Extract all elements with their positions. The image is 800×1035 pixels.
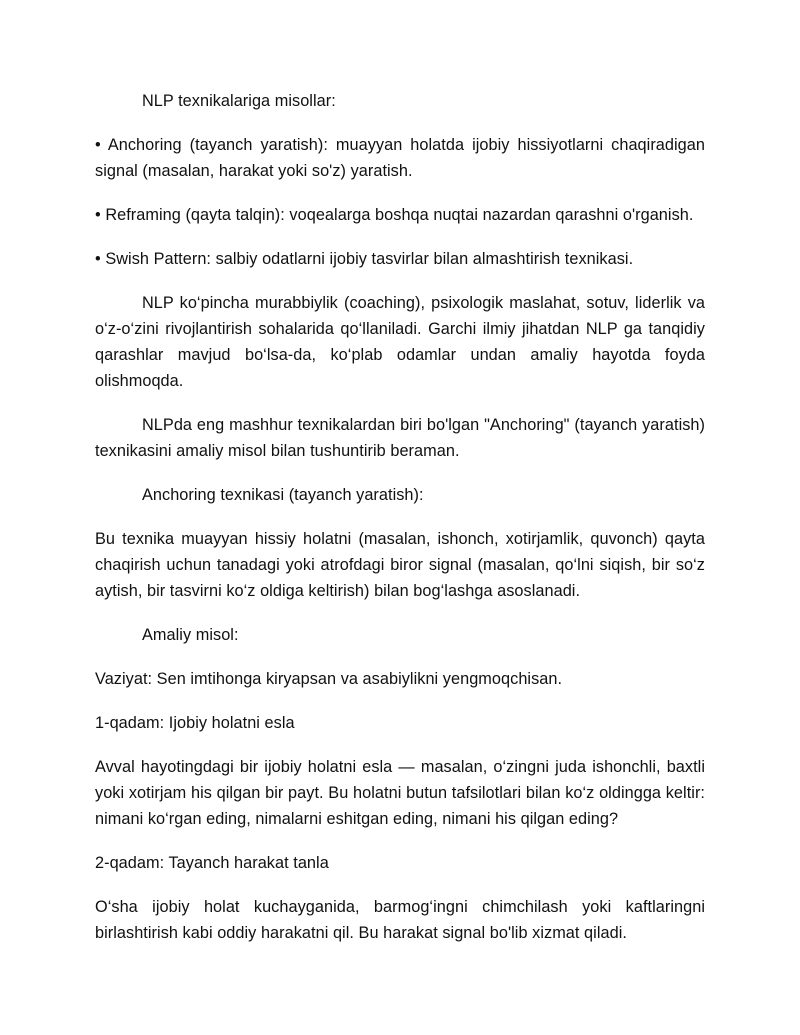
step-1-text: Avval hayotingdagi bir ijobiy holatni esla — masalan, o‘zingni juda ishonchli, baxtli yoki xotirjam his qilgan bir payt. Bu holatni butun tafsilotlari bilan ko‘z oldingga keltir: nimani ko‘rgan eding, nimalarni eshitgan eding, nimani his qilgan eding? — [95, 758, 705, 828]
step-2-heading: 2-qadam: Tayanch harakat tanla — [95, 854, 329, 872]
bullet-anchoring: • Anchoring (tayanch yaratish): muayyan holatda ijobiy hissiyotlarni chaqiradigan signal (masalan, harakat yoki so'z) yaratish. — [95, 136, 705, 180]
step-1-heading: 1-qadam: Ijobiy holatni esla — [95, 714, 295, 732]
heading-anchoring-technique: Anchoring texnikasi (tayanch yaratish): — [142, 486, 424, 504]
heading-nlp-examples: NLP texnikalariga misollar: — [142, 92, 336, 110]
bullet-reframing: • Reframing (qayta talqin): voqealarga boshqa nuqtai nazardan qarashni o'rganish. — [95, 206, 694, 224]
paragraph-nlp-usage: NLP ko‘pincha murabbiylik (coaching), psixologik maslahat, sotuv, liderlik va o‘z-o‘zini rivojlantirish sohalarida qo‘llaniladi. Garchi ilmiy jihatdan NLP ga tanqidiy qarashlar mavjud bo‘lsa-da, ko‘plab odamlar undan amaliy hayotda foyda olishmoqda. — [95, 294, 705, 390]
bullet-swish-pattern: • Swish Pattern: salbiy odatlarni ijobiy tasvirlar bilan almashtirish texnikasi. — [95, 250, 634, 268]
paragraph-anchoring-intro: NLPda eng mashhur texnikalardan biri bo'lgan "Anchoring" (tayanch yaratish) texnikasini amaliy misol bilan tushuntirib beraman. — [95, 416, 705, 460]
paragraph-anchoring-description: Bu texnika muayyan hissiy holatni (masalan, ishonch, xotirjamlik, quvonch) qayta chaqirish uchun tanadagi yoki atrofdagi biror signal (masalan, qo‘lni siqish, bir so‘z aytish, bir tasvirni ko‘z oldiga keltirish) bilan bog‘lashga asoslanadi. — [95, 530, 705, 600]
heading-practical-example: Amaliy misol: — [142, 626, 239, 644]
step-2-text: O‘sha ijobiy holat kuchayganida, barmog‘ingni chimchilash yoki kaftlaringni birlashtirish kabi oddiy harakatni qil. Bu harakat signal bo'lib xizmat qiladi. — [95, 898, 705, 942]
paragraph-situation: Vaziyat: Sen imtihonga kiryapsan va asabiylikni yengmoqchisan. — [95, 670, 563, 688]
document-page — [95, 88, 705, 964]
